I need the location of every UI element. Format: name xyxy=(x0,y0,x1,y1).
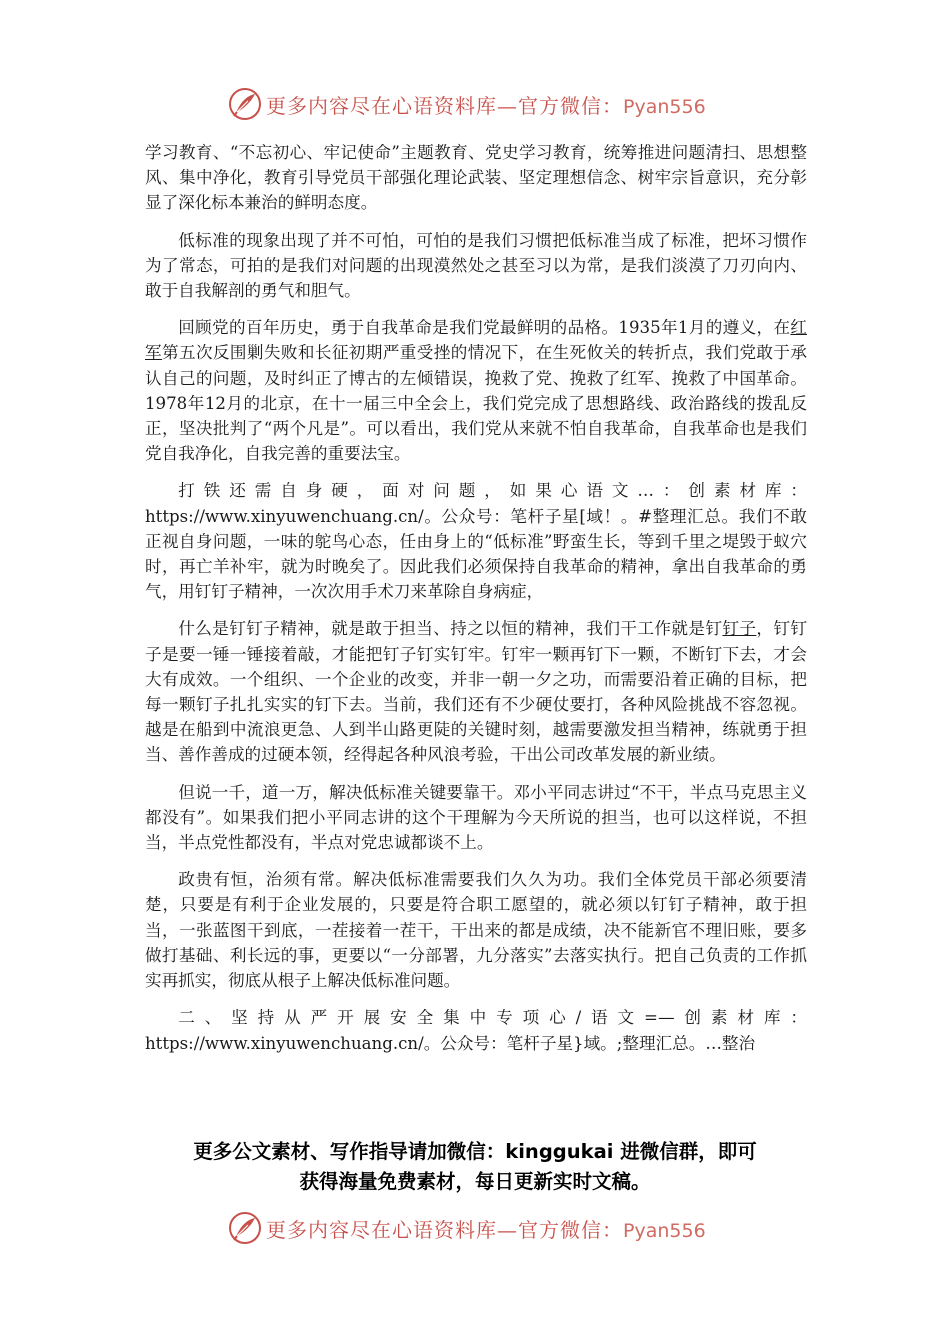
paragraph: 但说一千，道一万，解决低标准关键要靠干。邓小平同志讲过“不干，半点马克思主义都没有”。如果我们把小平同志讲的这个干理解为今天所说的担当，也可以这样说，不担当，半点党性都没有，半点对党忠诚都谈不上。 xyxy=(145,782,807,853)
paragraph: 打铁还需自身硬，面对问题，如果心语文…：创素材库：https://www.xinyuwenchuang.cn/。公众号：笔杆子星[域！。#整理汇总。我们不敢正视自身问题，一味的鸵鸟心态，任由身上的“低标准”野蛮生长，等到千里之堤毁于蚁穴时，再亡羊补牢，就为时晚矣了。因此我们必须保持自我革命的精神，拿出自我革命的勇气，用钉钉子精神，一次次用手术刀来革除自身病症， xyxy=(145,481,807,602)
footer-banner xyxy=(0,1208,950,1248)
banner-text: 更多内容尽在心语资料库—官方微信：Pyan556 xyxy=(266,93,706,118)
paragraph: 什么是钉钉子精神，就是敢于担当、持之以恒的精神，我们干工作就是钉钉子，钉钉子是要一锤一锤接着敲，才能把钉子钉实钉牢。钉牢一颗再钉下一颗，不断钉下去，才会大有成效。一个组织、一个企业的改变，并非一朝一夕之功，而需要沿着正确的目标，把每一颗钉子扎扎实实的钉下去。当前，我们还有不少硬仗要打，各种风险挑战不容忽视。越是在船到中流浪更急、人到半山路更陡的关键时刻，越需要激发担当精神，练就勇于担当、善作善成的过硬本领，经得起各种风浪考验，干出公司改革发展的新业绩。 xyxy=(145,619,808,765)
underlined-link[interactable]: 钉子 xyxy=(722,619,757,639)
promo-line: 更多公文素材、写作指导请加微信：kinggukai 进微信群，即可 xyxy=(193,1140,757,1163)
paragraph: 学习教育、“不忘初心、牢记使命”主题教育、党史学习教育，统筹推进问题清扫、思想整风、集中净化，教育引导党员干部强化理论武装、坚定理想信念、树牢宗旨意识，充分彰显了深化标本兼治的鲜明态度。 xyxy=(145,143,807,213)
paragraph: 二、坚持从严开展安全集中专项心/语文=—创素材库：https://www.xinyuwenchuang.cn/。公众号：笔杆子星}域。;整理汇总。…整治 xyxy=(145,1008,807,1053)
banner-text: 更多内容尽在心语资料库—官方微信：Pyan556 xyxy=(266,1217,706,1242)
header-banner xyxy=(0,84,950,124)
feather-pen-logo-icon xyxy=(228,87,262,121)
paragraph: 低标准的现象出现了并不可怕，可怕的是我们习惯把低标准当成了标准，把坏习惯作为了常态，可拍的是我们对问题的出现漠然处之甚至习以为常，是我们淡漠了刀刃向内、敢于自我解剖的勇气和胆气。 xyxy=(145,230,807,301)
paragraph: 回顾党的百年历史，勇于自我革命是我们党最鲜明的品格。1935年1月的遵义，在红军第五次反围剿失败和长征初期严重受挫的情况下，在生死攸关的转折点，我们党敢于承认自己的问题，及时纠正了博古的左倾错误，挽救了党、挽救了红军、挽救了中国革命。1978年12月的北京，在十一届三中全会上，我们党完成了思想路线、政治路线的拨乱反正，坚决批判了“两个凡是”。可以看出，我们党从来就不怕自我革命，自我革命也是我们党自我净化，自我完善的重要法宝。 xyxy=(145,318,807,464)
document-body xyxy=(145,140,807,1068)
promo-line: 获得海量免费素材，每日更新实时文稿。 xyxy=(299,1170,651,1193)
feather-pen-logo-icon xyxy=(228,1211,262,1245)
paragraph: 政贵有恒，治须有常。解决低标准需要我们久久为功。我们全体党员干部必须要清楚，只要是有利于企业发展的，只要是符合职工愿望的，就必须以钉钉子精神，敢于担当，一张蓝图干到底，一茬接着一茬干，干出来的都是成绩，决不能新官不理旧账，要多做打基础、利长远的事，更要以“一分部署，九分落实”去落实执行。把自己负责的工作抓实再抓实，彻底从根子上解决低标准问题。 xyxy=(145,870,807,991)
promo-notice xyxy=(120,1137,830,1197)
underlined-link[interactable]: 红军 xyxy=(145,318,807,363)
